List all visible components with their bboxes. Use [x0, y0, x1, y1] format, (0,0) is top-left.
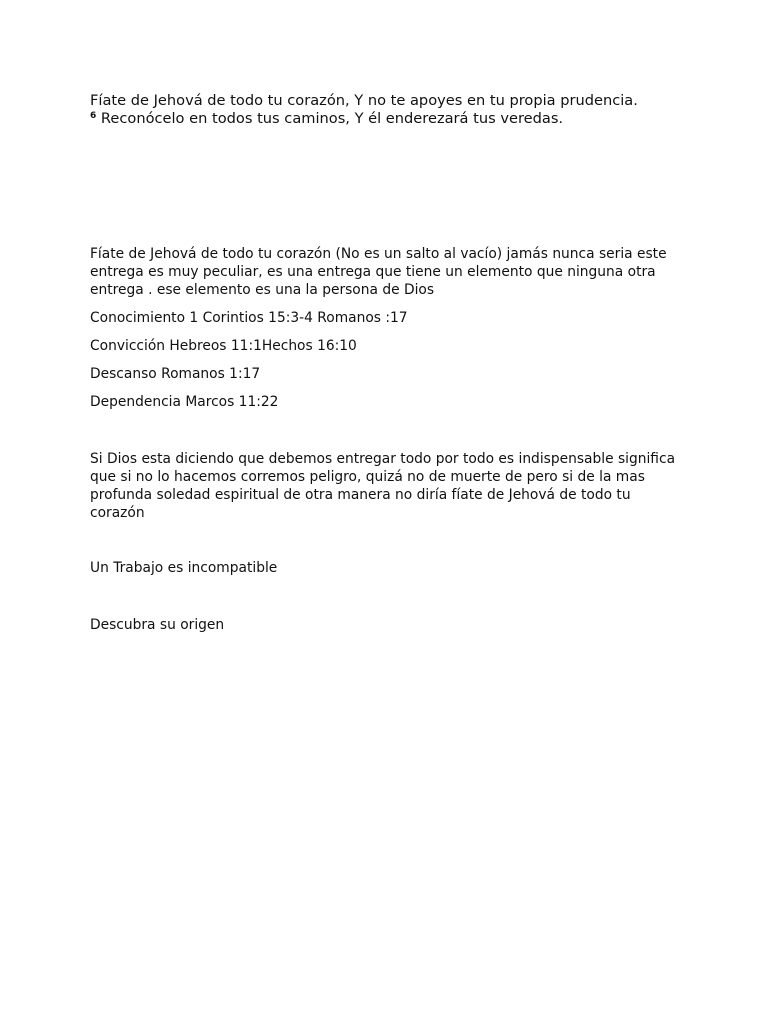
verse-line-2 [90, 110, 690, 128]
verse-line-1: Fíate de Jehová de todo tu corazón, Y no te apoyes en tu propia prudencia. [90, 92, 638, 109]
bible-verse [90, 92, 690, 128]
paragraph-origen: Descubra su origen [90, 617, 225, 633]
paragraph-conocimiento: Conocimiento 1 Corintios 15:3-4 Romanos :17 [90, 310, 408, 326]
paragraph-si-dios: Si Dios esta diciendo que debemos entregar todo por todo es indispensable significa que si no lo hacemos corremos peligro, quizá no de muerte de pero si de la mas profunda soledad espiritual de otra manera no diría fíate de Jehová de todo tu corazón [90, 451, 676, 521]
paragraph-dependencia: Dependencia Marcos 11:22 [90, 394, 279, 410]
paragraph-intro: Fíate de Jehová de todo tu corazón (No es un salto al vacío) jamás nunca seria este entrega es muy peculiar, es una entrega que tiene un elemento que ninguna otra entrega . ese elemento es una la persona de Dios [90, 246, 667, 298]
verse-line-2-text: Reconócelo en todos tus caminos, Y él enderezará tus veredas. [100, 110, 564, 127]
verse-number: 6 [90, 111, 97, 121]
paragraph-trabajo: Un Trabajo es incompatible [90, 560, 278, 576]
paragraph-descanso: Descanso Romanos 1:17 [90, 366, 261, 382]
paragraph-conviccion: Convicción Hebreos 11:1Hechos 16:10 [90, 338, 357, 354]
